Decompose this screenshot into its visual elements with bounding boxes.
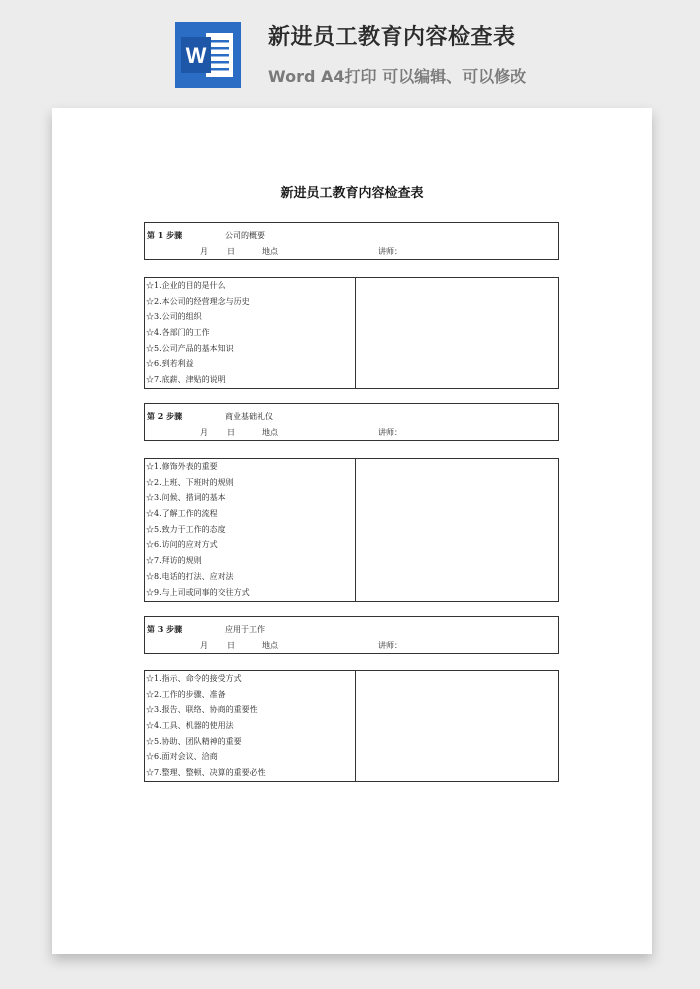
day-label: 日: [227, 428, 235, 437]
list-item: ☆1.修饰外表的重要: [146, 462, 218, 471]
month-label: 月: [200, 428, 208, 437]
word-app-icon: [175, 22, 241, 88]
word-logo-letter: W: [185, 43, 207, 68]
list-item: ☆7.整理、整顿、决算的重要必性: [146, 768, 266, 778]
step-topic: 应用于工作: [225, 625, 265, 634]
place-label: 地点: [262, 641, 278, 650]
list-item: ☆5.致力于工作的态度: [146, 524, 226, 534]
list-item: ☆1.企业的目的是什么: [146, 281, 226, 290]
step-topic: 商业基础礼仪: [225, 412, 273, 421]
list-item: ☆3.公司的组织: [146, 312, 202, 322]
step-2-header: [144, 403, 559, 441]
list-item: ☆7.拜访的规则: [146, 556, 202, 566]
step-3-header: [144, 616, 559, 654]
list-item: ☆3.报告、联络、协商的重要性: [146, 705, 258, 715]
place-label: 地点: [262, 428, 278, 437]
banner: [0, 0, 700, 100]
step-2-checklist: [144, 458, 559, 602]
list-item: ☆2.上班、下班时的规则: [146, 477, 234, 487]
list-item: ☆8.电话的打法、应对法: [146, 571, 234, 581]
list-item: ☆4.工具、机器的使用法: [146, 721, 234, 731]
step-label: 第 1 步骤: [147, 230, 183, 240]
banner-subtitle: Word A4打印 可以编辑、可以修改: [268, 67, 527, 86]
step-topic: 公司的概要: [225, 231, 265, 240]
list-item: ☆4.各部门的工作: [146, 328, 210, 338]
list-item: ☆2.本公司的经营理念与历史: [146, 296, 250, 306]
day-label: 日: [227, 247, 235, 256]
list-item: ☆2.工作的步骤、准备: [146, 689, 226, 699]
step-3-checklist: [144, 670, 559, 782]
document-title: 新进员工教育内容检查表: [280, 186, 424, 201]
banner-title: 新进员工教育内容检查表: [268, 25, 516, 50]
list-item: ☆7.底薪、津贴的说明: [146, 375, 226, 385]
document-page: [52, 108, 652, 954]
list-item: ☆9.与上司或同事的交往方式: [146, 587, 250, 597]
step-label: 第 2 步骤: [147, 411, 183, 421]
month-label: 月: [200, 641, 208, 650]
step-1-checklist: [144, 277, 559, 389]
month-label: 月: [200, 247, 208, 256]
lecturer-label: 讲师：: [378, 428, 402, 437]
list-item: ☆6.访问的应对方式: [146, 540, 218, 550]
list-item: ☆4.了解工作的流程: [146, 509, 218, 519]
day-label: 日: [227, 641, 235, 650]
column-divider: [355, 278, 356, 388]
column-divider: [355, 671, 356, 781]
lecturer-label: 讲师：: [378, 247, 402, 256]
list-item: ☆1.指示、命令的接受方式: [146, 674, 242, 683]
column-divider: [355, 459, 356, 601]
lecturer-label: 讲师：: [378, 641, 402, 650]
step-1-header: [144, 222, 559, 260]
list-item: ☆3.问候、措词的基本: [146, 493, 226, 503]
list-item: ☆6.到若利益: [146, 359, 194, 369]
step-label: 第 3 步骤: [147, 624, 183, 634]
place-label: 地点: [262, 247, 278, 256]
list-item: ☆6.面对会议、洽商: [146, 752, 218, 762]
list-item: ☆5.公司产品的基本知识: [146, 343, 234, 353]
list-item: ☆5.协助、团队精神的重要: [146, 736, 242, 746]
